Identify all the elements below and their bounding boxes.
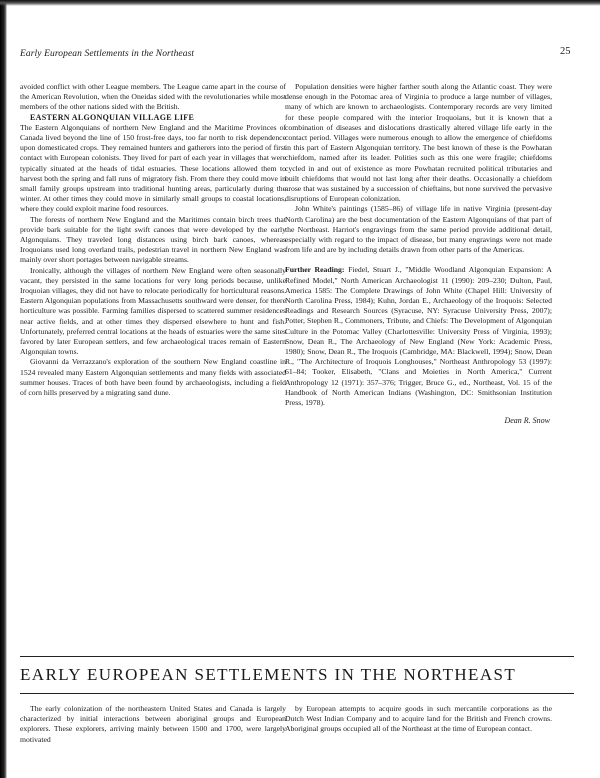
title-rule-top xyxy=(20,656,574,657)
left-paragraph-1: avoided conflict with other League members. The League came apart in the course of the American Revolution, when the Oneidas sided with the revolutionaries while most members of the other nations sided with the British. xyxy=(20,82,286,112)
page-top-shadow xyxy=(0,0,600,6)
bottom-right-column xyxy=(285,704,552,735)
further-reading-paragraph xyxy=(285,265,552,408)
further-reading xyxy=(285,265,552,408)
bottom-left-paragraph: The early colonization of the northeastern United States and Canada is largely characterized by initial interactions between aboriginal groups and European explorers. These explorers, arriving mainly between 1500 and 1700, were largely motivated xyxy=(20,704,286,744)
bottom-right-paragraph: by European attempts to acquire goods in such mercantile corporations as the Dutch West Indian Company and to acquire land for the British and French crowns. Aboriginal groups occupied all of the Northeast at the time of European contact. xyxy=(285,704,552,734)
section-heading: EASTERN ALGONQUIAN VILLAGE LIFE xyxy=(30,112,195,122)
right-paragraph-2: John White's paintings (1585–86) of village life in native Virginia (present-day North Carolina) are the best documentation of the Eastern Algonquians of that part of the Northeast. Harriot's engravings from the same period provide additional detail, especially with regard to the impact of disease, but many engravings were not made from life and are by including details drawn from other parts of the Americas. xyxy=(285,204,552,255)
bottom-left-column xyxy=(20,704,286,745)
left-paragraph-5: Giovanni da Verrazzano's exploration of the southern New England coastline in 1524 revealed many Eastern Algonquian settlements and many fields with associated summer houses. Traces of both have been found by archaeologists, including a field of corn hills preserved by a migrating sand dune. xyxy=(20,357,286,398)
further-reading-label: Further Reading: xyxy=(285,265,345,275)
title-rule-bottom xyxy=(20,693,574,694)
left-column xyxy=(20,82,286,398)
further-reading-text: Fiedel, Stuart J., "Middle Woodland Algonquian Expansion: A Refined Model," North American Archaeologist 11 (1990): 209–230; Dulton, Paul, America 1585: The Complete Drawings of John White (Chapel Hill: University of North Carolina Press, 1984); Kuhn, Jordan E., Archaeology of the Iroquois: Selected Readings and Research Sources (Syracuse, NY: Syracuse University Press, 2007); Potter, Stephen R., Commoners, Tribute, and Chiefs: The Development of Algonquian Culture in the Potomac Valley (Charlottesville: University Press of Virginia, 1993); Snow, Dean R., The Archaeology of New England (New York: Academic Press, 1980); Snow, Dean R., The Iroquois (Cambridge, MA: Blackwell, 1994); Snow, Dean R., "The Architecture of Iroquois Longhouses," Northeast Anthropology 53 (1997): 61–84; Tooker, Elisabeth, "Clans and Moieties in North America," Current Anthropology 12 (1971): 357–376; Trigger, Bruce G., ed., Northeast, Vol. 15 of the Handbook of North American Indians (Washington, DC: Smithsonian Institution Press, 1978). xyxy=(285,265,552,408)
right-column xyxy=(285,82,552,427)
running-head: Early European Settlements in the Northeast xyxy=(20,49,195,59)
author-signature: Dean R. Snow xyxy=(504,416,550,426)
article-title: EARLY EUROPEAN SETTLEMENTS IN THE NORTHEAST xyxy=(20,665,517,684)
page-number: 25 xyxy=(560,46,571,57)
left-paragraph-4: Ironically, although the villages of northern New England were often seasonally vacant, they persisted in the same locations for very long periods because, unlike Iroquoian villages, they did not have to relocate periodically for horticultural reasons. Eastern Algonquian populations from Massachusetts southward were denser, for there horticulture was possible. Farming families dispersed to scattered summer residences near active fields, and at other times they dispersed elsewhere to hunt and fish. Unfortunately, preferred central locations at the heads of estuaries were the same sites favored by later European settlers, and few archaeological traces remain of Eastern Algonquian towns. xyxy=(20,265,286,357)
right-paragraph-1: Population densities were higher farther south along the Atlantic coast. They were dense enough in the Potomac area of Virginia to produce a large number of villages, many of which are known to archaeologists. Contemporary records are very limited for these people compared with the interior Iroquoians, but it is known that a combination of diseases and dislocations drastically altered village life early in the contact period. Villages were numerous enough to allow the emergence of chiefdoms in this part of Eastern Algonquian territory. The best known of these is the Powhatan chiefdom, named after its leader. Polities such as this one were fragile; chiefdoms cycled in and out of existence as more Powhatan recruited political tributaries and built chiefdoms that would not last long after their deaths. Occasionally a chiefdom arose that was sustained by a succession of chieftains, but none survived the pervasive disruptions of European colonization. xyxy=(285,82,552,204)
left-paragraph-2: The Eastern Algonquians of northern New England and the Maritime Provinces of Canada lived beyond the line of 150 frost-free days, too far north to risk dependence upon domesticated crops. They remained hunters and gatherers into the period of first contact with European colonists. They lived for part of each year in villages that were typically situated at the heads of tidal estuaries. These locations allowed them to harvest both the spring and fall runs of migratory fish. From there they could move in small family groups upstream into traditional hunting areas, particularly during the winter. At other times they could move in similarly small groups to coastal locations, where they could exploit marine food resources. xyxy=(20,122,286,214)
page-edge-shadow xyxy=(0,0,7,778)
left-paragraph-3: The forests of northern New England and the Maritimes contain birch trees that provide bark suitable for the light swift canoes that were developed by the early Algonquians. They traveled long distances using birch bark canoes, whereas Iroquoians used long overland trails, pedestrian travel in northern New England was mainly over short portages between navigable streams. xyxy=(20,214,286,265)
